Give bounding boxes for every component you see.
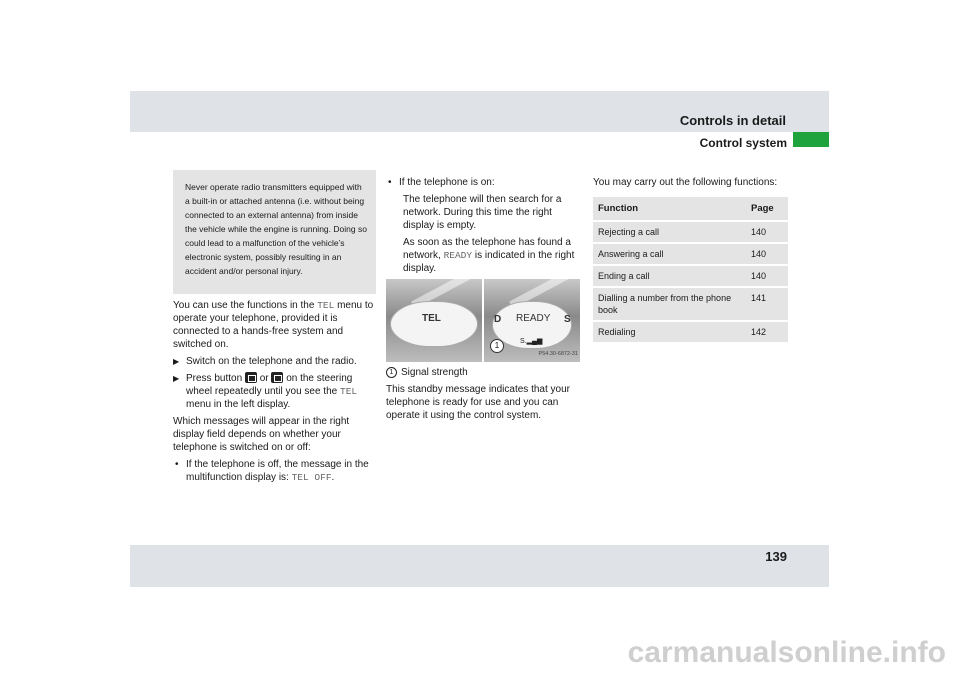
page-number: 139: [765, 549, 787, 564]
table-row: Redialing 142: [593, 321, 788, 343]
header-page: Page: [746, 197, 788, 221]
found-network-paragraph: As soon as the telephone has found a network, READY is indicated in the right display.: [403, 237, 575, 274]
searching-paragraph: The telephone will then search for a network. During this time the right display is empty.: [403, 194, 562, 231]
figure-legend: [386, 366, 581, 379]
table-row: Rejecting a call 140: [593, 221, 788, 243]
dot-bullet-icon: •: [388, 177, 392, 188]
dot-bullet-icon: •: [175, 459, 179, 470]
functions-table: [593, 197, 788, 344]
bullet-telephone-on: • If the telephone is on:: [388, 177, 495, 188]
signal-strength-icon: S.▂▄▆: [520, 338, 543, 345]
display-key-icon: [245, 372, 257, 383]
header-function: Function: [593, 197, 746, 221]
arrow-bullet-icon: ▶: [173, 374, 180, 383]
warning-text: Never operate radio transmitters equipped with a built-in or attached antenna (i.e. without being connected to an external antenna) from inside the vehicle while the engine is running. Doing so could lead to a malfunction of the vehicle’s electronic system, possibly resulting in an accident and/or personal injury.: [185, 182, 367, 276]
callout-1: 1: [490, 339, 504, 353]
section-subtitle: Control system: [699, 136, 787, 150]
table-row: Dialling a number from the phone book 141: [593, 287, 788, 321]
tel-off-code: TEL OFF: [291, 472, 332, 483]
column-2: [386, 176, 581, 426]
ready-code: READY: [443, 250, 473, 261]
tel-code: TEL: [317, 300, 335, 311]
section-title: Controls in detail: [679, 113, 786, 128]
column-1: [173, 170, 376, 488]
legend-text: Signal strength: [401, 367, 468, 378]
arrow-bullet-icon: ▶: [173, 357, 180, 366]
display-figure: [386, 279, 580, 362]
right-display-d: D: [494, 314, 502, 325]
table-header-row: [593, 197, 788, 221]
intro-paragraph: You can use the functions in the TEL menu to operate your telephone, provided it is connected to a hands-free system and switched on.: [173, 300, 374, 350]
section-tab: [793, 132, 829, 147]
tel-code: TEL: [340, 386, 358, 397]
legend-number: 1: [386, 367, 397, 378]
warning-box: [173, 170, 376, 294]
right-display-panel: [484, 279, 580, 362]
header-band: [130, 91, 829, 150]
footer-band: [130, 545, 829, 587]
right-display-s: S: [564, 314, 571, 325]
column-3: [593, 176, 793, 344]
which-messages-paragraph: Which messages will appear in the right display field depends on whether your telephone is switched on or off:: [173, 416, 350, 453]
left-display-label: TEL: [422, 313, 441, 324]
watermark: carmanualsonline.info: [627, 636, 946, 669]
bullet-telephone-off: • If the telephone is off, the message in the multifunction display is: TEL OFF.: [175, 459, 369, 483]
table-row: Answering a call 140: [593, 243, 788, 265]
right-display-ready: READY: [516, 313, 551, 324]
step-press-button: ▶ Press button or on the steering wheel repeatedly until you see the TEL menu in the left display.: [173, 373, 358, 410]
step-switch-on: ▶ Switch on the telephone and the radio.: [173, 356, 357, 367]
standby-paragraph: This standby message indicates that your telephone is ready for use and you can operate it using the control system.: [386, 384, 570, 421]
display-key-icon: [271, 372, 283, 383]
figure-code: P54.30-6872-31: [538, 351, 578, 357]
table-row: Ending a call 140: [593, 265, 788, 287]
functions-intro: You may carry out the following functions:: [593, 177, 778, 188]
left-display-panel: [386, 279, 482, 362]
